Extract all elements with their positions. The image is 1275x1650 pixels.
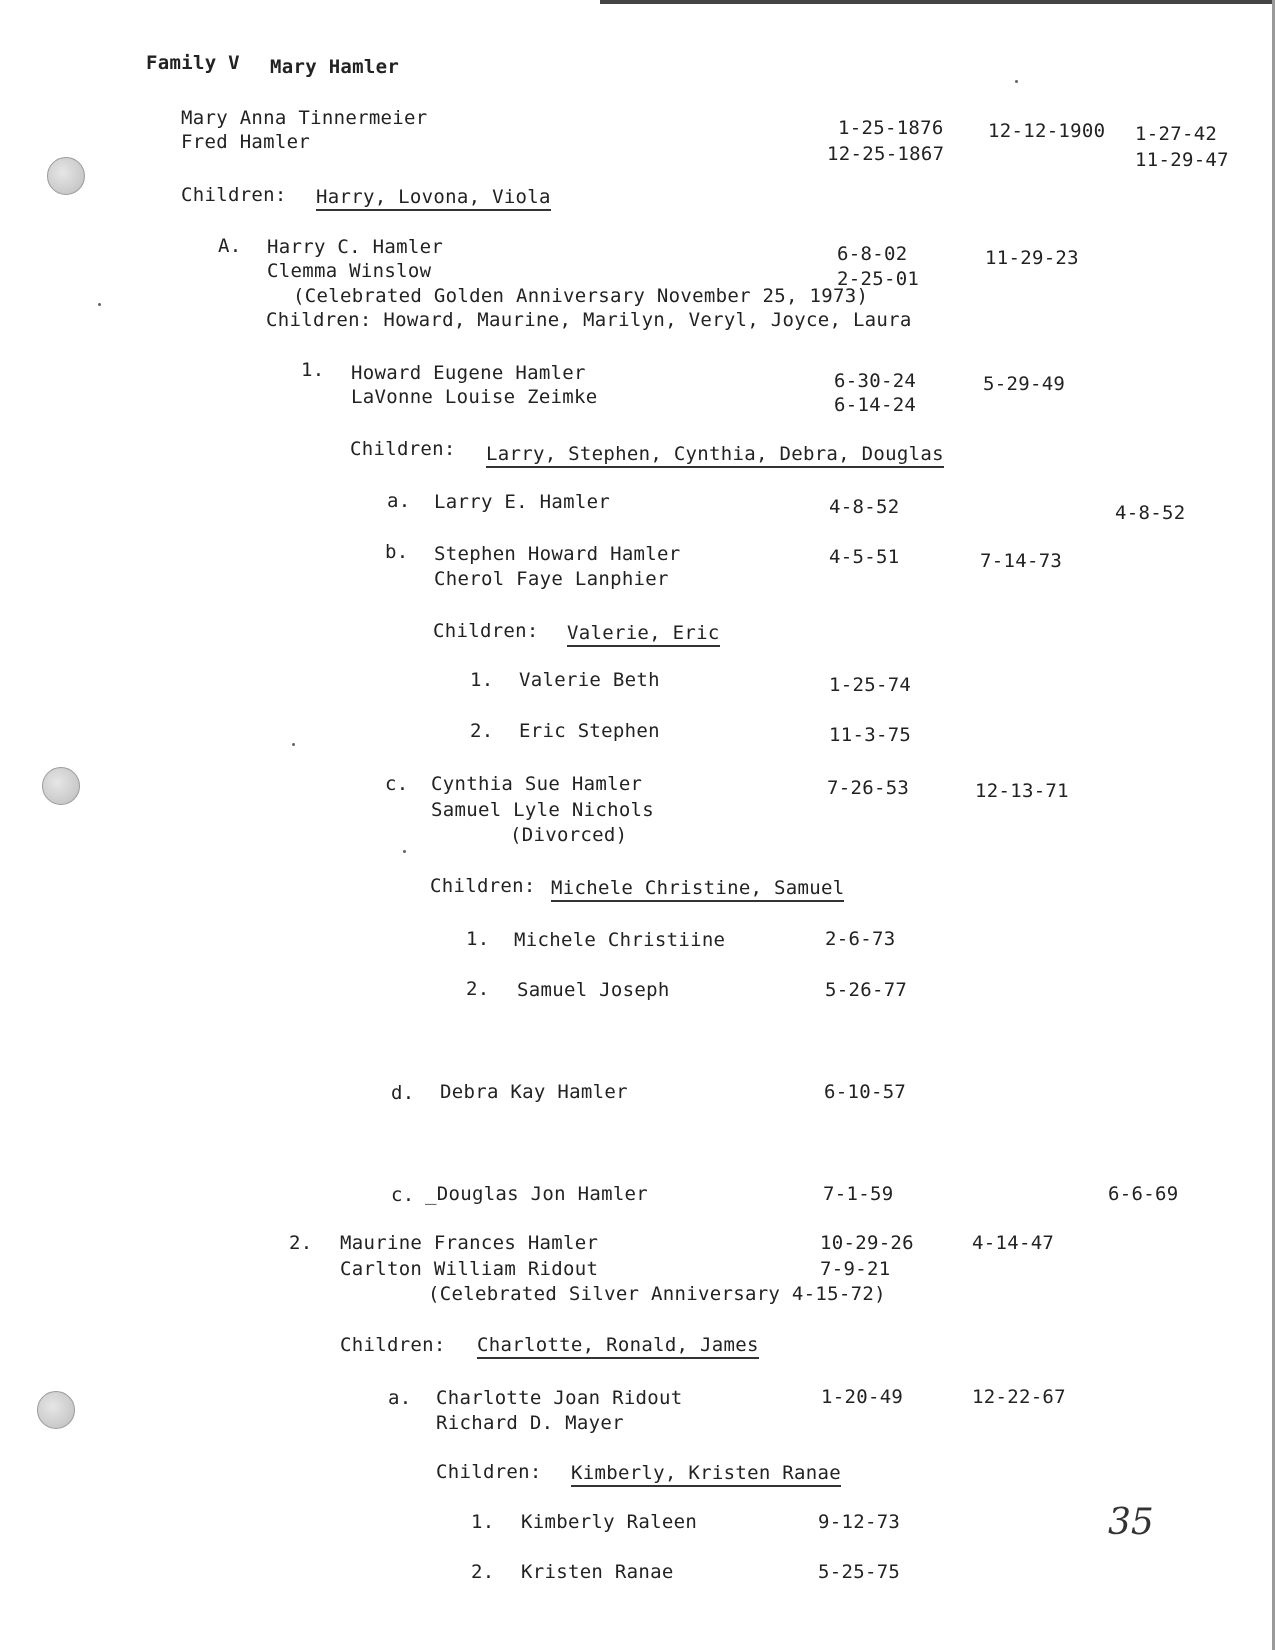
spouse-name: Samuel Lyle Nichols [431, 799, 655, 821]
birth-date: 9-12-73 [818, 1511, 901, 1533]
speck [98, 303, 101, 306]
entry-marker: 1. [470, 669, 494, 691]
spouse-name: LaVonne Louise Zeimke [351, 386, 598, 408]
parent-father-birth: 12-25-1867 [827, 143, 945, 165]
speck [403, 850, 406, 853]
person-name: Kimberly Raleen [521, 1511, 698, 1533]
person-name: _Douglas Jon Hamler [425, 1183, 649, 1205]
entry-marker: a. [388, 1387, 412, 1409]
children-label: Children: [430, 875, 536, 897]
marriage-date: 4-14-47 [972, 1232, 1055, 1254]
birth-date: 7-1-59 [823, 1183, 894, 1205]
birth-date: 5-26-77 [825, 979, 908, 1001]
entry-marker: 2. [471, 1561, 495, 1583]
binder-hole [47, 157, 85, 195]
person-name: Valerie Beth [519, 669, 660, 691]
birth-date: 1-20-49 [821, 1386, 904, 1408]
birth-date: 10-29-26 [820, 1232, 914, 1254]
parent-father-name: Fred Hamler [181, 131, 311, 153]
spouse-name: Carlton William Ridout [340, 1258, 599, 1280]
spouse-birth-date: 7-9-21 [820, 1258, 891, 1280]
entry-marker: 1. [471, 1511, 495, 1533]
entry-marker: c. [391, 1184, 415, 1206]
person-name: Howard Eugene Hamler [351, 362, 586, 384]
person-name: Harry C. Hamler [267, 236, 444, 258]
entry-marker: 2. [466, 978, 490, 1000]
children-list: Valerie, Eric [567, 622, 720, 647]
binder-hole [37, 1391, 75, 1429]
entry-marker: a. [387, 490, 411, 512]
person-name: Stephen Howard Hamler [434, 543, 681, 565]
birth-date: 4-5-51 [829, 546, 900, 568]
entry-marker: 1. [301, 359, 325, 381]
marriage-date: 12-13-71 [975, 780, 1069, 802]
person-name: Cynthia Sue Hamler [431, 773, 643, 795]
children-label: Children: [350, 438, 456, 460]
entry-marker: 2. [470, 720, 494, 742]
speck [292, 743, 295, 746]
anniversary-note: (Celebrated Silver Anniversary 4-15-72) [428, 1283, 886, 1305]
parent-mother-birth: 1-25-1876 [838, 117, 944, 139]
birth-date: 6-8-02 [837, 243, 908, 265]
spouse-birth-date: 2-25-01 [837, 268, 920, 290]
page-number: 35 [1108, 1502, 1154, 1543]
parents-marriage-date: 12-12-1900 [988, 120, 1106, 142]
marriage-date: 5-29-49 [983, 373, 1066, 395]
entry-marker: A. [218, 235, 242, 257]
person-name: Kristen Ranae [521, 1561, 674, 1583]
parent-mother-death: 1-27-42 [1135, 123, 1218, 145]
birth-date: 11-3-75 [829, 724, 912, 746]
birth-date: 5-25-75 [818, 1561, 901, 1583]
divorce-note: (Divorced) [510, 824, 628, 846]
person-name: Eric Stephen [519, 720, 660, 742]
children-line: Children: Howard, Maurine, Marilyn, Veryl, Joyce, Laura [266, 309, 912, 331]
children-list: Charlotte, Ronald, James [477, 1334, 759, 1359]
entry-marker: d. [391, 1082, 415, 1104]
marriage-date: 12-22-67 [972, 1386, 1066, 1408]
children-list: Kimberly, Kristen Ranae [571, 1462, 841, 1487]
children-label: Children: [433, 620, 539, 642]
spouse-name: Richard D. Mayer [436, 1412, 624, 1434]
birth-date: 7-26-53 [827, 777, 910, 799]
spouse-name: Cherol Faye Lanphier [434, 568, 669, 590]
family-name: Mary Hamler [270, 56, 400, 78]
children-label: Children: [181, 184, 287, 206]
death-date: 4-8-52 [1115, 502, 1186, 524]
person-name: Larry E. Hamler [434, 491, 611, 513]
children-label: Children: [436, 1461, 542, 1483]
children-list: Harry, Lovona, Viola [316, 186, 551, 211]
spouse-name: Clemma Winslow [267, 260, 432, 282]
person-name: Charlotte Joan Ridout [436, 1387, 683, 1409]
birth-date: 6-10-57 [824, 1081, 907, 1103]
birth-date: 2-6-73 [825, 928, 896, 950]
children-list: Michele Christine, Samuel [551, 877, 844, 902]
binder-hole [42, 767, 80, 805]
page-top-edge [600, 0, 1275, 4]
entry-marker: c. [385, 773, 409, 795]
children-label: Children: [340, 1334, 446, 1356]
spouse-birth-date: 6-14-24 [834, 394, 917, 416]
speck [1015, 80, 1018, 83]
family-label: Family V [146, 52, 240, 74]
entry-marker: 1. [466, 928, 490, 950]
birth-date: 4-8-52 [829, 496, 900, 518]
marriage-date: 7-14-73 [980, 550, 1063, 572]
birth-date: 6-30-24 [834, 370, 917, 392]
anniversary-note: (Celebrated Golden Anniversary November 25, 1973) [293, 285, 869, 307]
marriage-date: 11-29-23 [985, 247, 1079, 269]
person-name: Samuel Joseph [517, 979, 670, 1001]
parent-father-death: 11-29-47 [1135, 149, 1229, 171]
person-name: Debra Kay Hamler [440, 1081, 628, 1103]
death-date: 6-6-69 [1108, 1183, 1179, 1205]
birth-date: 1-25-74 [829, 674, 912, 696]
children-list: Larry, Stephen, Cynthia, Debra, Douglas [486, 443, 944, 468]
entry-marker: 2. [289, 1232, 313, 1254]
parent-mother-name: Mary Anna Tinnermeier [181, 107, 428, 129]
person-name: Michele Christiine [514, 929, 726, 951]
entry-marker: b. [385, 541, 409, 563]
person-name: Maurine Frances Hamler [340, 1232, 599, 1254]
